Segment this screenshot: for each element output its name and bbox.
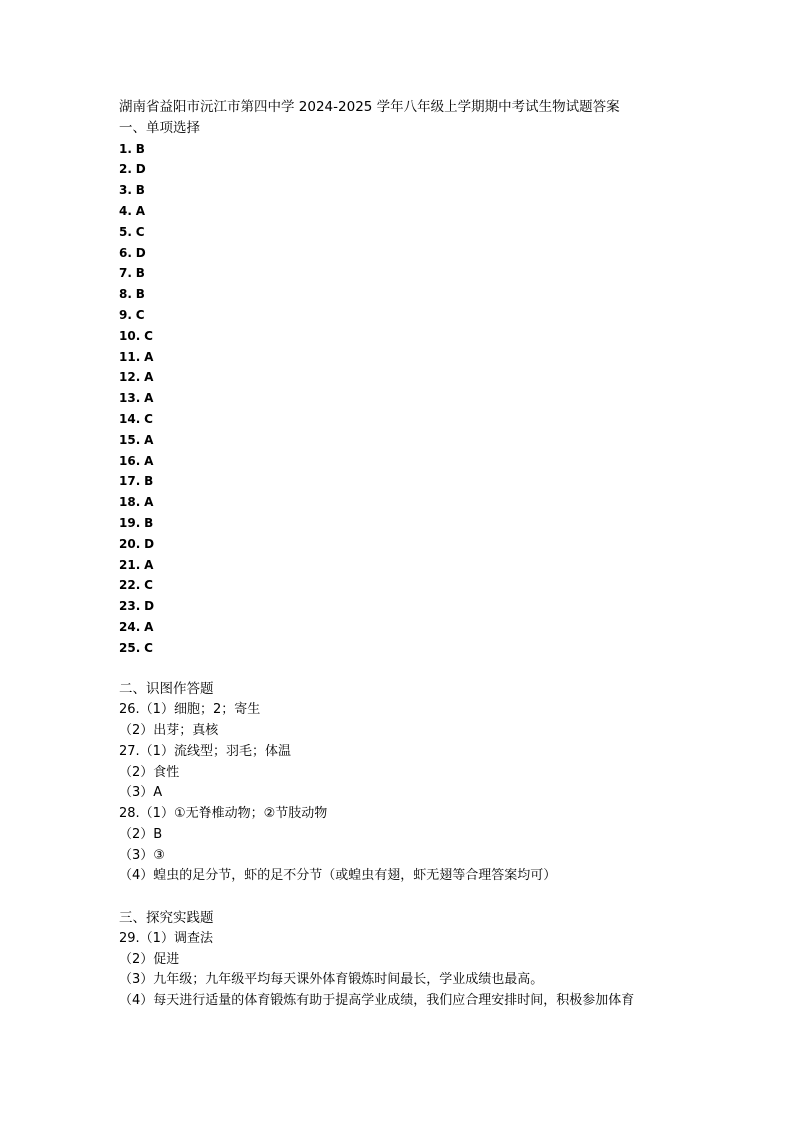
question-number: 2. <box>119 162 132 177</box>
mc-answer-row <box>119 492 739 513</box>
question-number: 21. <box>119 557 141 572</box>
question-number: 16. <box>119 453 141 468</box>
mc-answer-row <box>119 471 739 492</box>
mc-answer-row <box>119 555 739 576</box>
answer-letter: B <box>135 287 145 302</box>
answer-letter: D <box>135 162 146 177</box>
question-number: 15. <box>119 432 141 447</box>
mc-answer-row <box>119 513 739 534</box>
question-number: 1. <box>119 141 132 156</box>
question-number: 12. <box>119 370 141 385</box>
mc-answer-row <box>119 638 739 659</box>
answer-letter: A <box>144 432 154 447</box>
multiple-choice-answers <box>119 139 739 659</box>
question-number: 24. <box>119 619 141 634</box>
mc-answer-row <box>119 367 739 388</box>
answer-letter: D <box>135 245 146 260</box>
answer-line: 26.（1）细胞；2；寄生 <box>119 702 261 718</box>
question-number: 13. <box>119 391 141 406</box>
section-spacer <box>119 659 739 680</box>
answer-line: （4）每天进行适量的体育锻炼有助于提高学业成绩，我们应合理安排时间，积极参加体育 <box>119 993 635 1009</box>
mc-answer-row <box>119 243 739 264</box>
mc-answer-row <box>119 388 739 409</box>
question-number: 7. <box>119 266 132 281</box>
question-number: 23. <box>119 599 141 614</box>
answer-line: （3）A <box>119 785 163 801</box>
mc-answer-row <box>119 180 739 201</box>
question-number: 6. <box>119 245 132 260</box>
mc-answer-row <box>119 596 739 617</box>
answer-letter: A <box>144 557 154 572</box>
answer-letter: A <box>144 391 154 406</box>
mc-answer-row <box>119 347 739 368</box>
answer-letter: B <box>144 515 154 530</box>
mc-answer-row <box>119 575 739 596</box>
answer-letter: C <box>135 307 145 322</box>
mc-answer-row <box>119 139 739 160</box>
question-number: 14. <box>119 411 141 426</box>
answer-letter: A <box>144 370 154 385</box>
answer-line: （2）出芽；真核 <box>119 722 219 738</box>
answer-letter: C <box>144 640 153 655</box>
question-number: 10. <box>119 328 141 343</box>
mc-answer-row <box>119 222 739 243</box>
answer-letter: A <box>135 203 146 218</box>
mc-answer-row <box>119 451 739 472</box>
question-number: 11. <box>119 349 141 364</box>
question-number: 25. <box>119 640 141 655</box>
mc-answer-row <box>119 263 739 284</box>
answer-letter: A <box>144 619 154 634</box>
answer-letter: B <box>135 266 145 281</box>
question-number: 9. <box>119 307 132 322</box>
answer-line: （3）③ <box>119 847 165 863</box>
section2-heading: 二、识图作答题 <box>119 681 214 698</box>
answer-letter: B <box>135 183 145 198</box>
answer-letter: C <box>144 328 153 343</box>
answer-letter: A <box>144 453 154 468</box>
answer-line: 27.（1）流线型；羽毛；体温 <box>119 743 291 759</box>
answer-letter: C <box>144 578 153 593</box>
mc-answer-row <box>119 534 739 555</box>
answer-letter: D <box>144 599 155 614</box>
answer-document <box>119 97 739 1012</box>
mc-answer-row <box>119 201 739 222</box>
answer-letter: B <box>144 474 154 489</box>
mc-answer-row <box>119 326 739 347</box>
document-title: 湖南省益阳市沅江市第四中学 2024-2025 学年八年级上学期期中考试生物试题答案 <box>119 99 620 115</box>
question-number: 20. <box>119 536 141 551</box>
answer-letter: B <box>135 141 145 156</box>
question-number: 17. <box>119 474 141 489</box>
answer-letter: A <box>144 349 154 364</box>
section1-heading: 一、单项选择 <box>119 119 200 136</box>
section-spacer <box>119 887 739 908</box>
question-number: 8. <box>119 287 132 302</box>
answer-line: 29.（1）调查法 <box>119 930 213 946</box>
answer-letter: C <box>144 411 153 426</box>
section3-heading: 三、探究实践题 <box>119 910 214 927</box>
answer-line: （2）B <box>119 826 163 842</box>
question-number: 3. <box>119 183 132 198</box>
mc-answer-row <box>119 409 739 430</box>
answer-letter: A <box>144 495 154 510</box>
question-number: 22. <box>119 578 141 593</box>
answer-line: （4）蝗虫的足分节，虾的足不分节（或蝗虫有翅，虾无翅等合理答案均可） <box>119 868 557 884</box>
question-number: 4. <box>119 203 132 218</box>
answer-letter: C <box>135 224 145 239</box>
answer-line: （3）九年级；九年级平均每天课外体育锻炼时间最长，学业成绩也最高。 <box>119 972 544 988</box>
question-number: 5. <box>119 224 132 239</box>
mc-answer-row <box>119 305 739 326</box>
mc-answer-row <box>119 430 739 451</box>
question-number: 19. <box>119 515 141 530</box>
answer-line: （2）食性 <box>119 764 180 780</box>
answer-line: （2）促进 <box>119 951 180 967</box>
mc-answer-row <box>119 159 739 180</box>
mc-answer-row <box>119 284 739 305</box>
answer-line: 28.（1）①无脊椎动物；②节肢动物 <box>119 806 328 822</box>
mc-answer-row <box>119 617 739 638</box>
question-number: 18. <box>119 495 141 510</box>
answer-letter: D <box>144 536 155 551</box>
